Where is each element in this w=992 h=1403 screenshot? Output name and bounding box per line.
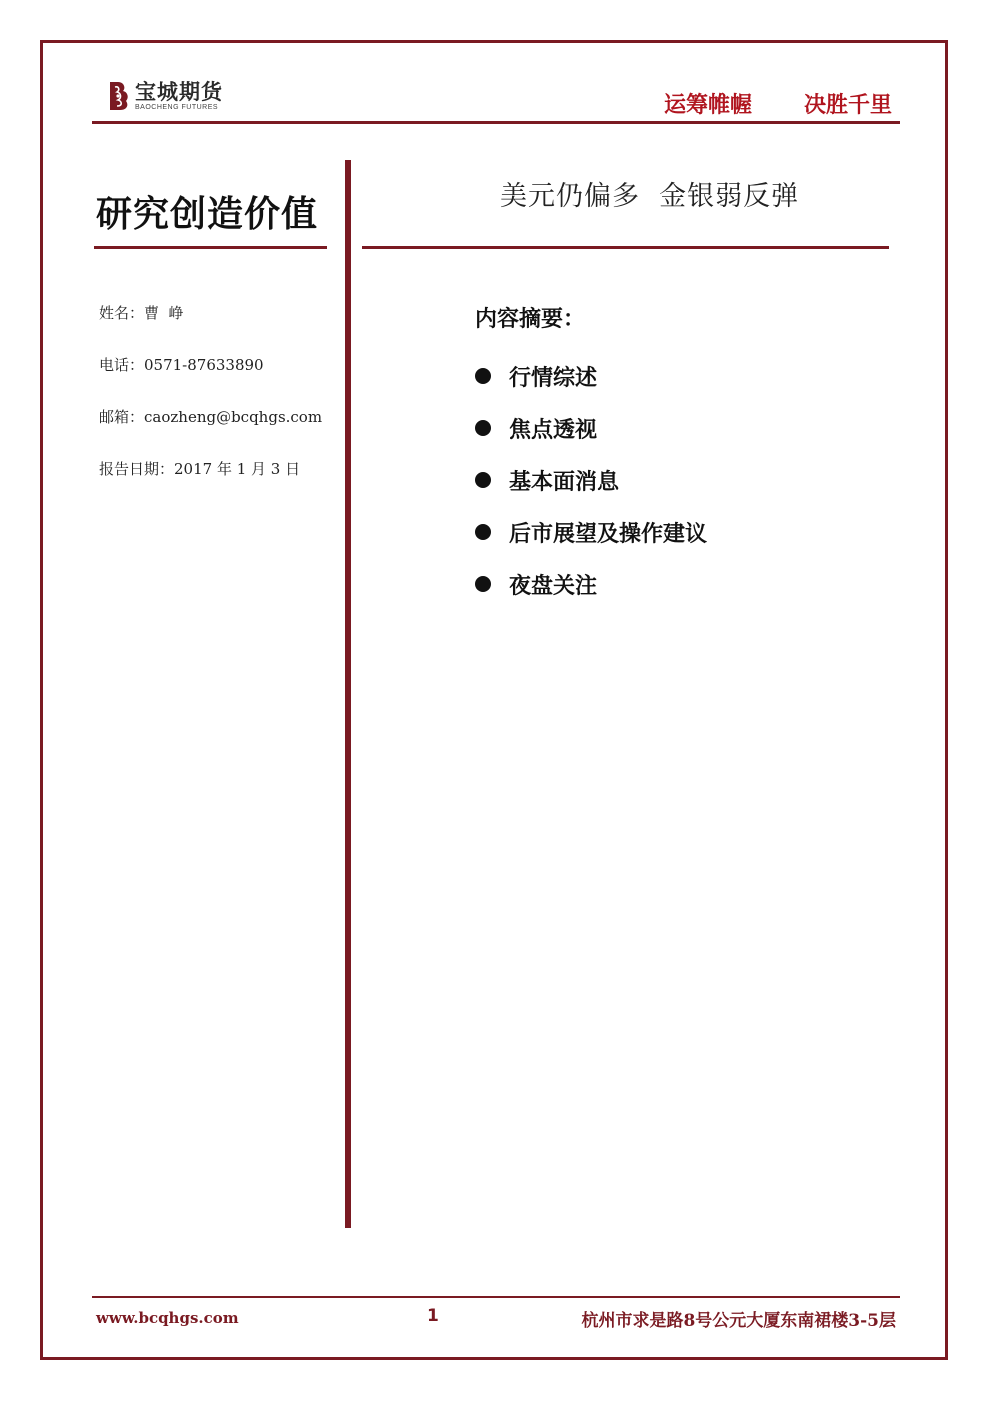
logo-chinese-name: 宝城期货 [135, 79, 223, 104]
company-logo [107, 78, 223, 114]
summary-item-label: 焦点透视 [509, 417, 598, 443]
author-contact-list [99, 302, 322, 510]
author-email: 邮箱：caozheng@bcqhgs.com [99, 408, 323, 426]
bullet-icon [475, 420, 491, 436]
slogan-part-2: 决胜千里 [803, 93, 892, 118]
bullet-icon [475, 472, 491, 488]
summary-item [475, 558, 707, 610]
slogan-part-1: 运筹帷幄 [663, 93, 752, 118]
summary-item-label: 后市展望及操作建议 [509, 521, 708, 547]
summary-item-label: 基本面消息 [509, 469, 620, 495]
bullet-icon [475, 524, 491, 540]
author-name: 姓名：曹 峥 [99, 304, 184, 322]
summary-item [475, 454, 707, 506]
summary-item [475, 350, 707, 402]
page-border [40, 40, 948, 1360]
report-title: 美元仍偏多 金银弱反弹 [500, 181, 800, 212]
author-phone: 电话：0571-87633890 [99, 356, 264, 374]
report-date: 报告日期：2017 年 1 月 3 日 [99, 460, 301, 478]
summary-item [475, 506, 707, 558]
summary-list [475, 350, 707, 610]
logo-english-name: BAOCHENG FUTURES [135, 104, 219, 111]
footer-divider [92, 1296, 900, 1298]
footer-address: 杭州市求是路8号公元大厦东南裙楼3-5层 [581, 1311, 896, 1331]
left-column-title: 研究创造价值 [96, 193, 319, 235]
bullet-icon [475, 576, 491, 592]
summary-heading: 内容摘要： [475, 307, 586, 332]
summary-item-label: 夜盘关注 [509, 573, 598, 599]
report-title-divider [362, 246, 889, 249]
page-number: 1 [427, 1306, 439, 1326]
summary-item-label: 行情综述 [509, 365, 598, 391]
summary-item [475, 402, 707, 454]
header-divider [92, 121, 900, 124]
column-divider [345, 160, 351, 1228]
bullet-icon [475, 368, 491, 384]
footer-website-link[interactable]: www.bcqhgs.com [96, 1309, 239, 1327]
slogan [664, 88, 892, 119]
left-title-divider [94, 246, 327, 249]
baocheng-logo-icon [107, 80, 131, 112]
